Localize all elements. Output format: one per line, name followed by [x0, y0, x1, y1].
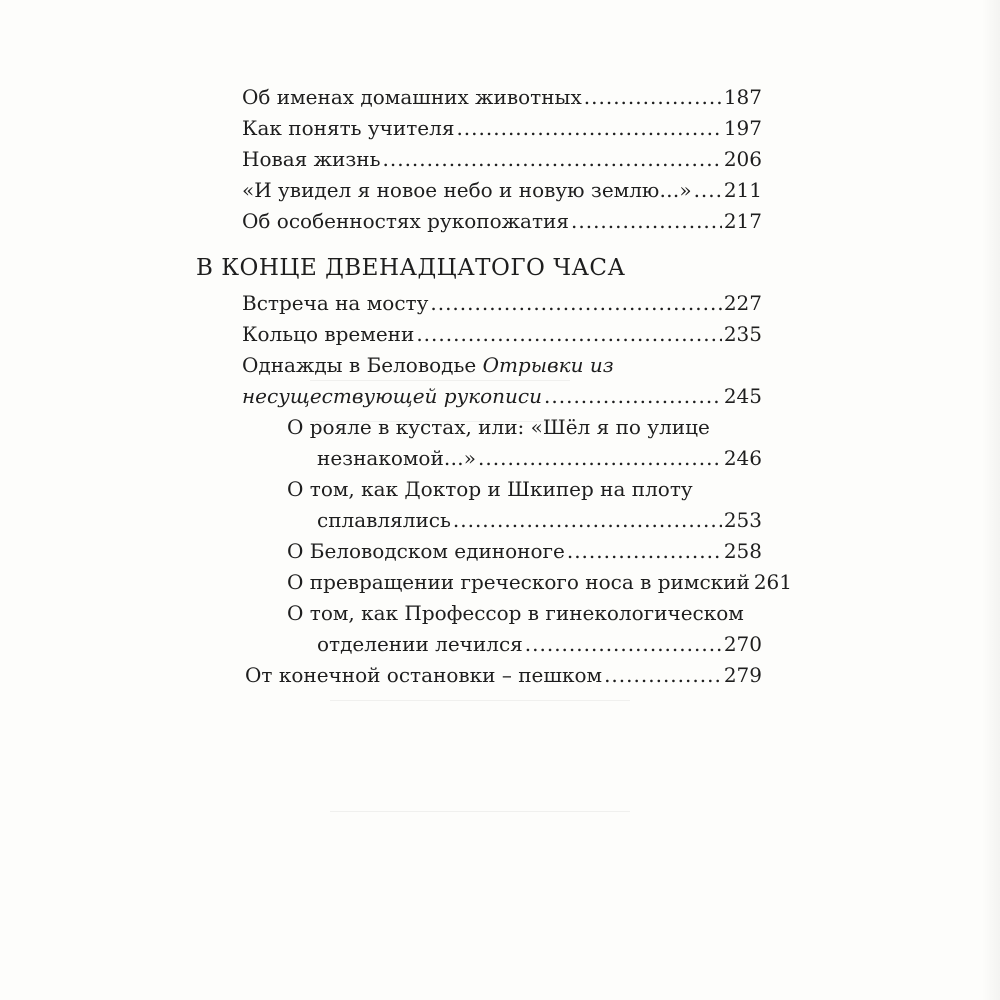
toc-entry: [242, 84, 762, 110]
toc-entry: [242, 383, 762, 409]
section-title: В КОНЦЕ ДВЕНАДЦАТОГО ЧАСА: [196, 255, 626, 281]
toc-entry-page: 235: [723, 322, 762, 346]
toc-entry-page: 197: [723, 116, 762, 140]
toc-leader-dots: [430, 290, 721, 316]
toc-entry-page: 245: [723, 384, 762, 408]
toc-entry-page: 246: [723, 446, 762, 470]
toc-entry-page: 258: [723, 539, 762, 563]
toc-entry-title: Как понять учителя: [242, 116, 455, 140]
toc-entry-page: 206: [723, 147, 762, 171]
toc-entry-title: Об именах домашних животных: [242, 85, 582, 109]
toc-entry-subtitle: Отрывки из: [482, 353, 614, 377]
toc-entry: [242, 115, 762, 141]
toc-leader-dots: [694, 177, 722, 203]
toc-entry-page: 211: [723, 178, 762, 202]
toc-entry-page: 270: [723, 632, 762, 656]
toc-entry: [242, 208, 762, 234]
toc-subentry-first-line: О том, как Доктор и Шкипер на плоту: [287, 477, 693, 501]
toc-entry: [242, 290, 762, 316]
toc-entry-title: О превращении греческого носа в римский: [287, 570, 750, 594]
toc-entry-title: незнакомой…»: [317, 446, 477, 470]
toc-entry-title: отделении лечился: [317, 632, 523, 656]
toc-entry: [242, 321, 762, 347]
toc-subentry-first-line: О рояле в кустах, или: «Шёл я по улице: [287, 415, 710, 439]
toc-entry: [242, 177, 762, 203]
toc-entry-subtitle: несуществующей рукописи: [242, 384, 543, 408]
toc-leader-dots: [416, 321, 721, 347]
show-through-block: [330, 700, 630, 812]
toc-leader-dots: [567, 538, 722, 564]
toc-entry-title: Однажды в Беловодье: [242, 353, 477, 377]
toc-entry-title: От конечной остановки – пешком: [245, 663, 603, 687]
toc-leader-dots: [544, 383, 722, 409]
toc-entry-title: «И увидел я новое небо и новую землю…»: [242, 178, 692, 202]
toc-entry-page: 187: [723, 85, 762, 109]
toc-entry-title: Новая жизнь: [242, 147, 381, 171]
toc-leader-dots: [571, 208, 722, 234]
toc-entry: [245, 662, 762, 688]
toc-leader-dots: [604, 662, 722, 688]
toc-entry-page: 227: [723, 291, 762, 315]
toc-leader-dots: [383, 146, 722, 172]
toc-leader-dots: [478, 445, 722, 471]
toc-entry-page: 279: [723, 663, 762, 687]
toc-entry-page: 253: [723, 508, 762, 532]
toc-entry-title: Об особенностях рукопожатия: [242, 209, 569, 233]
page-edge-shadow: [982, 0, 1000, 1000]
toc-subentry: [287, 569, 792, 595]
toc-subentry: [317, 631, 762, 657]
toc-entry-title: О Беловодском единоноге: [287, 539, 565, 563]
toc-subentry-first-line: О том, как Профессор в гинекологическом: [287, 601, 744, 625]
toc-entry-page: 217: [723, 209, 762, 233]
toc-entry: [242, 146, 762, 172]
toc-subentry: [317, 445, 762, 471]
toc-leader-dots: [456, 115, 721, 141]
toc-entry-title: Встреча на мосту: [242, 291, 429, 315]
toc-leader-dots: [584, 84, 722, 110]
toc-entry-title: Кольцо времени: [242, 322, 415, 346]
toc-entry-first-line: [242, 352, 614, 378]
toc-entry-title: сплавлялись: [317, 508, 451, 532]
toc-leader-dots: [525, 631, 722, 657]
toc-subentry: [317, 507, 762, 533]
toc-entry-page: 261: [753, 570, 792, 594]
toc-subentry: [287, 538, 762, 564]
toc-leader-dots: [453, 507, 722, 533]
